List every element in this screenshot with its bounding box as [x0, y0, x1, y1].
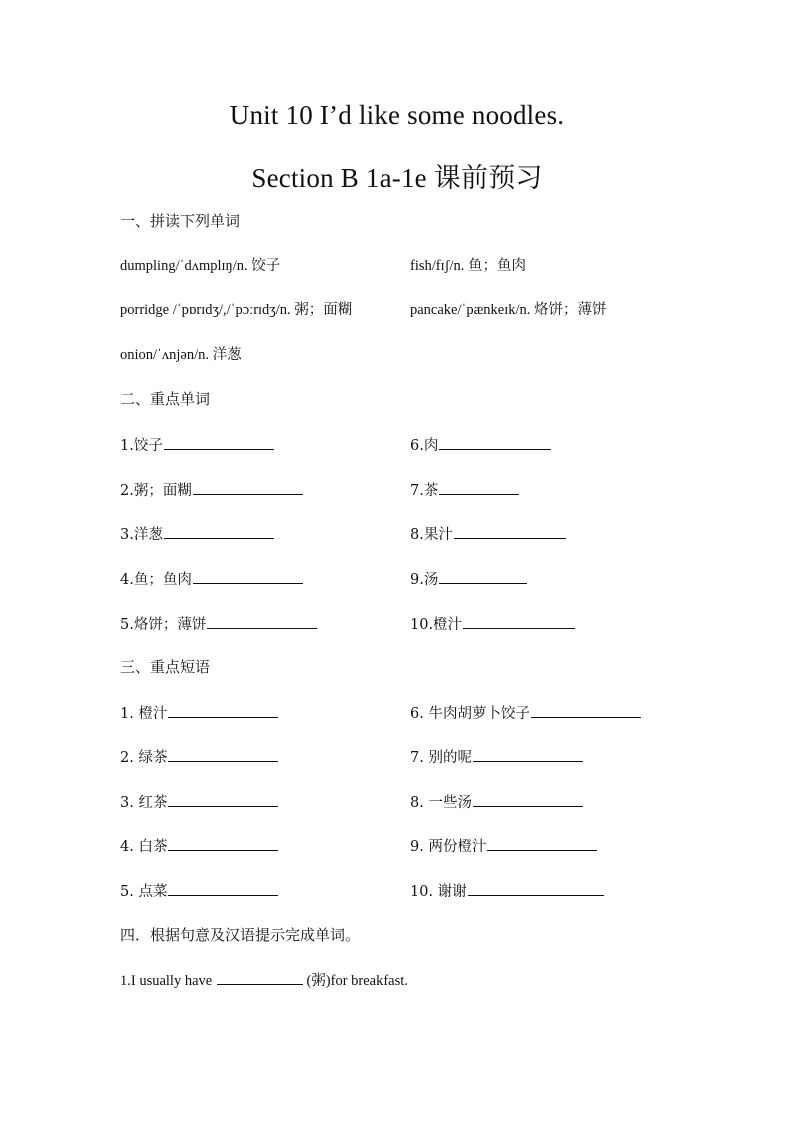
word-item-7: 7.茶 — [410, 479, 519, 501]
answer-blank[interactable] — [439, 479, 519, 495]
word-item-8: 8.果汁 — [410, 523, 566, 545]
word-item-10: 10.橙汁 — [410, 613, 575, 635]
answer-blank[interactable] — [168, 880, 278, 896]
vocab-onion: onion/ˈʌnjən/n. 洋葱 — [120, 347, 242, 363]
phrase-item-8: 8. 一些汤 — [410, 791, 583, 813]
vocab-dumpling: dumpling/ˈdʌmplɪŋ/n. 饺子 — [120, 258, 281, 274]
page-subtitle: Section B 1a-1e 课前预习 — [251, 163, 543, 193]
answer-blank[interactable] — [164, 523, 274, 539]
phrase-item-4: 4. 白茶 — [120, 835, 278, 857]
word-item-9: 9.汤 — [410, 568, 527, 590]
sentence-question-1: 1.I usually have (粥)for breakfast. — [120, 969, 408, 991]
answer-blank[interactable] — [168, 835, 278, 851]
answer-blank[interactable] — [439, 568, 527, 584]
phrase-item-3: 3. 红茶 — [120, 791, 278, 813]
answer-blank[interactable] — [487, 835, 597, 851]
phrase-item-2: 2. 绿茶 — [120, 746, 278, 768]
phrase-item-5: 5. 点菜 — [120, 880, 278, 902]
word-item-3: 3.洋葱 — [120, 523, 274, 545]
word-item-2: 2.粥；面糊 — [120, 479, 303, 501]
answer-blank[interactable] — [168, 791, 278, 807]
answer-blank[interactable] — [473, 791, 583, 807]
phrase-item-7: 7. 别的呢 — [410, 746, 583, 768]
answer-blank[interactable] — [193, 479, 303, 495]
page-title: Unit 10 I’d like some noodles. — [229, 100, 565, 130]
vocab-porridge: porridge /ˈpɒrɪdʒ/,/ˈpɔːrɪdʒ/n. 粥；面糊 — [120, 302, 353, 318]
answer-blank[interactable] — [217, 969, 303, 985]
word-item-4: 4.鱼；鱼肉 — [120, 568, 303, 590]
phrase-item-10: 10. 谢谢 — [410, 880, 604, 902]
answer-blank[interactable] — [468, 880, 604, 896]
answer-blank[interactable] — [164, 434, 274, 450]
answer-blank[interactable] — [473, 746, 583, 762]
word-item-1: 1.饺子 — [120, 434, 274, 456]
answer-blank[interactable] — [207, 613, 317, 629]
phrase-item-1: 1. 橙汁 — [120, 702, 278, 724]
section-2-heading: 二、重点单词 — [120, 390, 211, 408]
phrase-item-9: 9. 两份橙汁 — [410, 835, 597, 857]
word-item-6: 6.肉 — [410, 434, 551, 456]
section-4-heading: 四．根据句意及汉语提示完成单词。 — [120, 926, 361, 944]
answer-blank[interactable] — [168, 746, 278, 762]
answer-blank[interactable] — [463, 613, 575, 629]
answer-blank[interactable] — [168, 702, 278, 718]
word-item-5: 5.烙饼；薄饼 — [120, 613, 317, 635]
vocab-fish: fish/fɪʃ/n. 鱼；鱼肉 — [410, 258, 526, 274]
answer-blank[interactable] — [454, 523, 566, 539]
vocab-pancake: pancake/ˈpænkeɪk/n. 烙饼；薄饼 — [410, 302, 607, 318]
answer-blank[interactable] — [531, 702, 641, 718]
section-1-heading: 一、拼读下列单词 — [120, 212, 241, 230]
phrase-item-6: 6. 牛肉胡萝卜饺子 — [410, 702, 641, 724]
answer-blank[interactable] — [439, 434, 551, 450]
section-3-heading: 三、重点短语 — [120, 658, 211, 676]
answer-blank[interactable] — [193, 568, 303, 584]
